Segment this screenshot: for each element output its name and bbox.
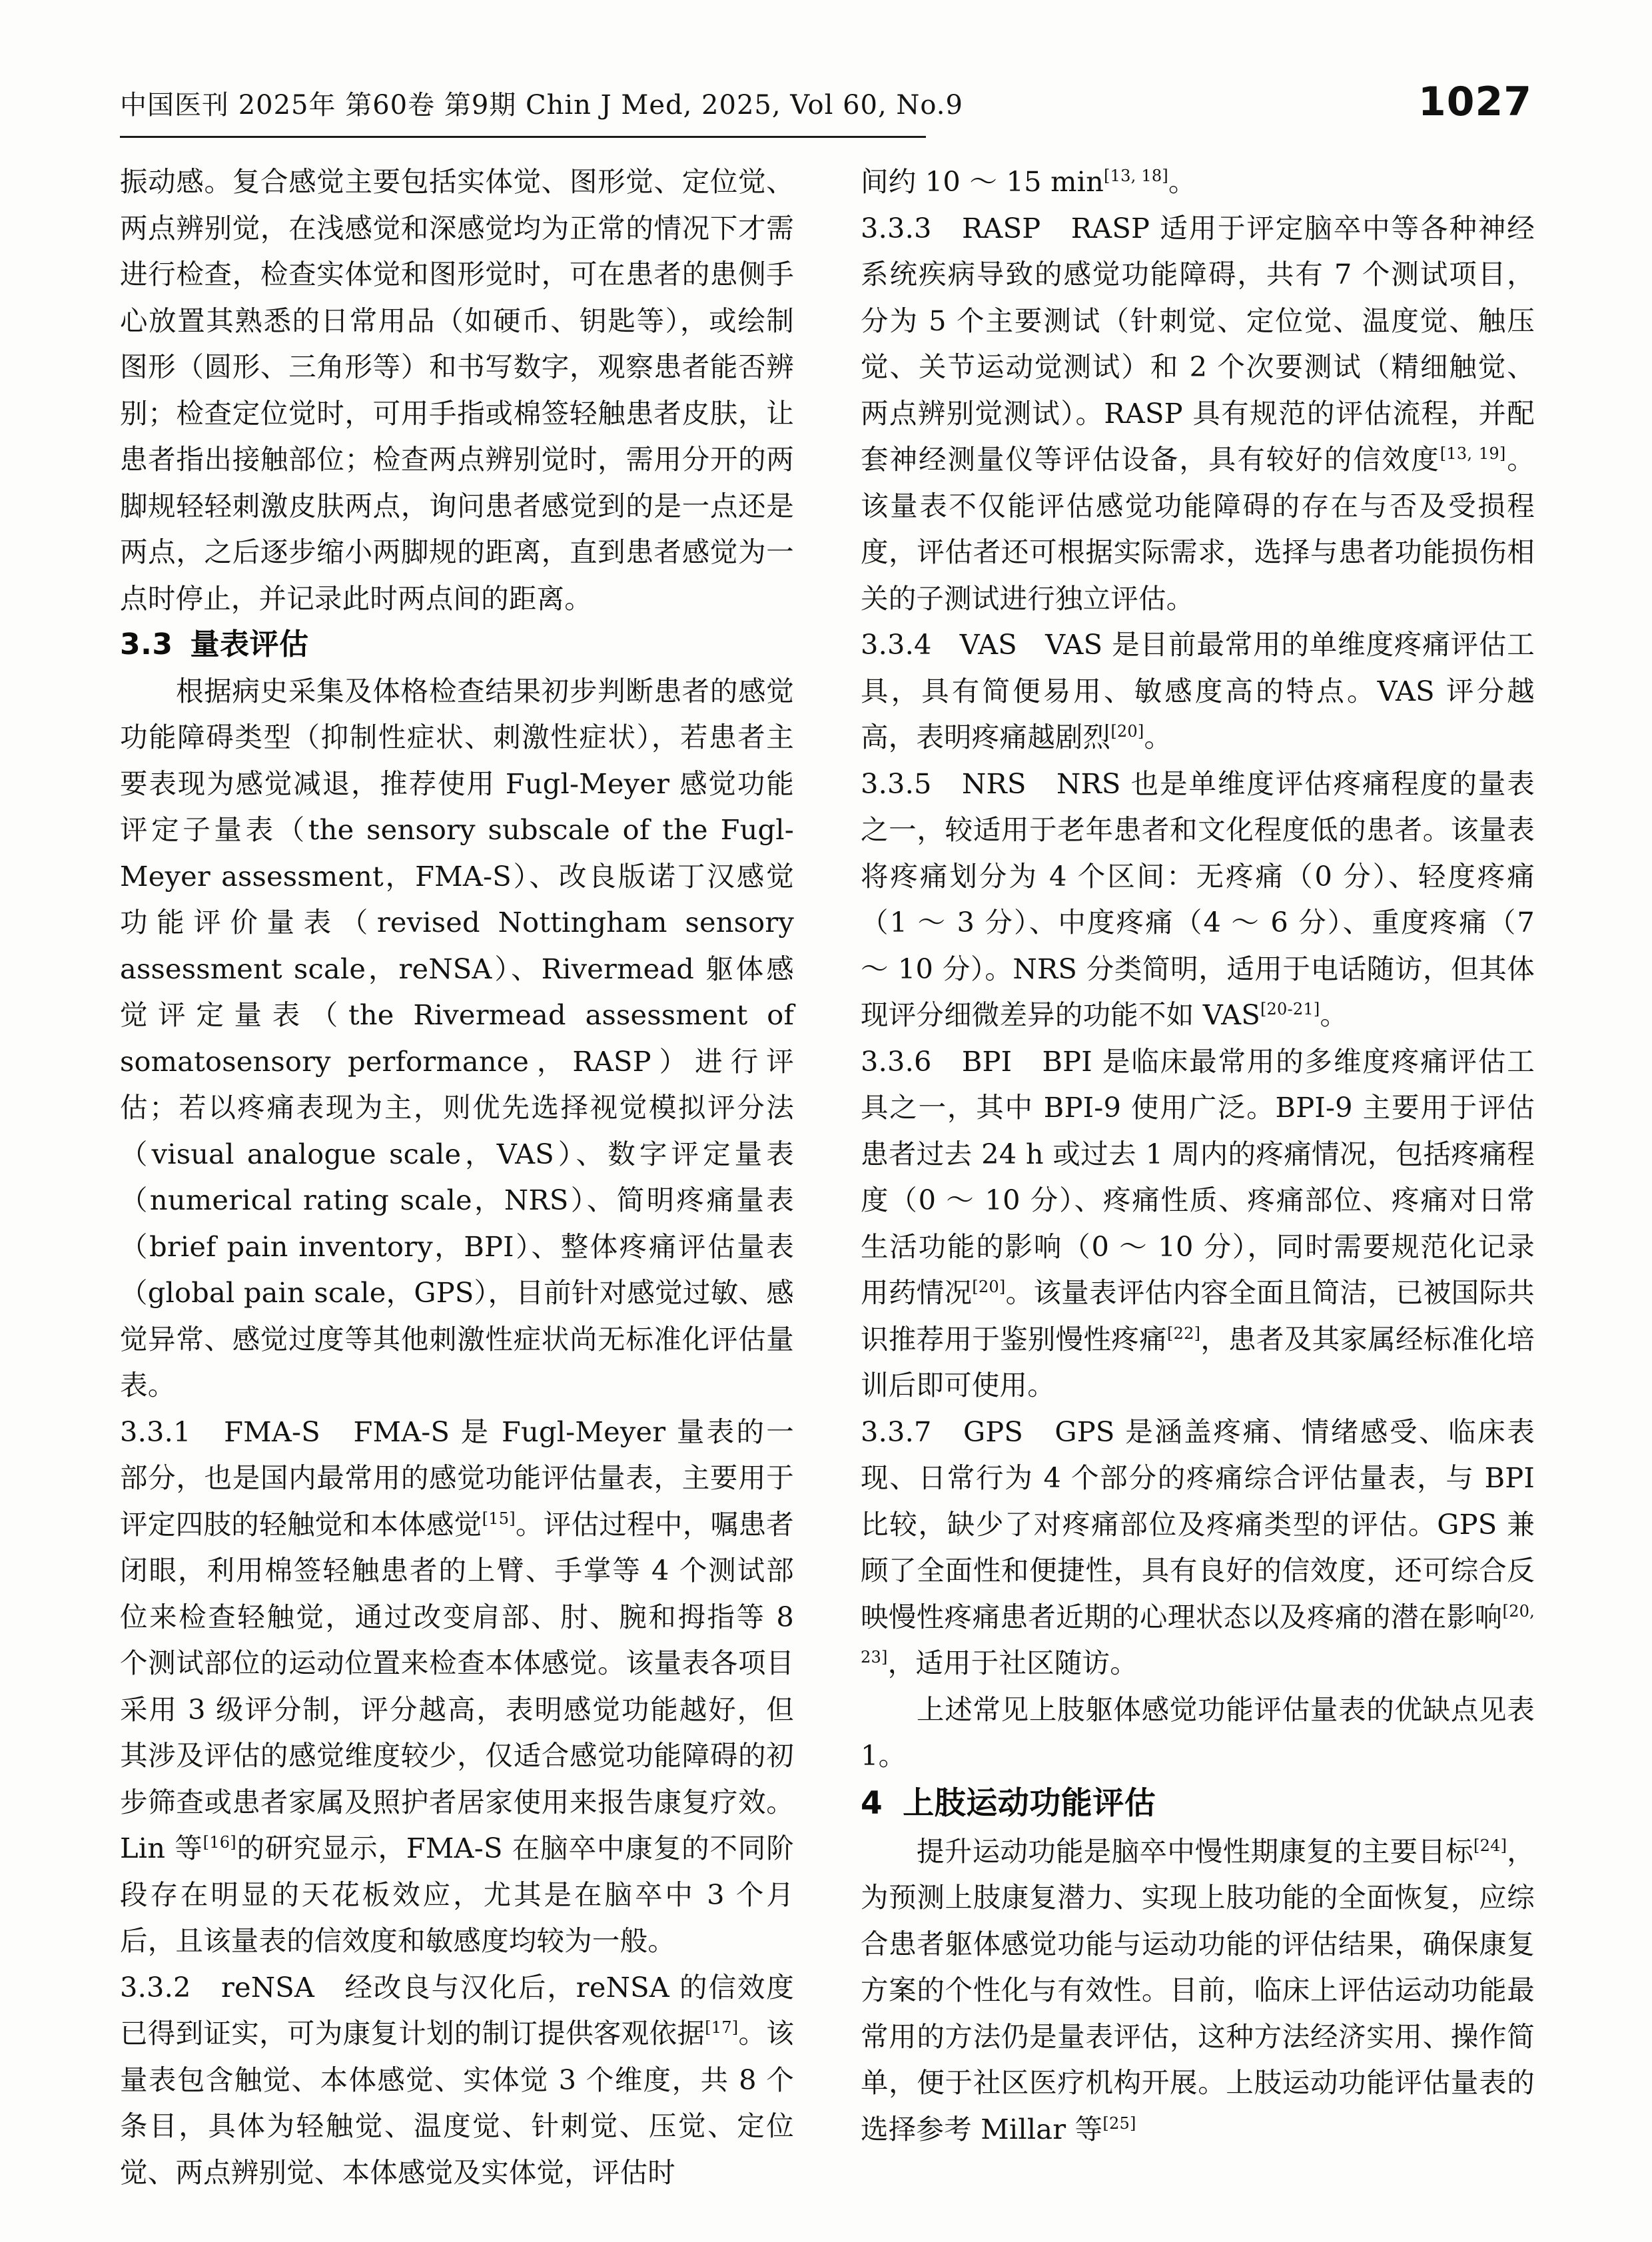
paragraph-table-1-reference: 上述常见上肢躯体感觉功能评估量表的优缺点见表 1。 [861, 1692, 1535, 1772]
section-4-text-a: 提升运动功能是脑卒中慢性期康复的主要目标 [917, 1834, 1473, 1868]
paragraph-continued-from-previous-page: 振动感。复合感觉主要包括实体觉、图形觉、定位觉、两点辨别觉，在浅感觉和深感觉均为正常的情况下才需进行检查，检查实体觉和图形觉时，可在患者的患侧手心放置其熟悉的日常用品（如硬币、钥匙等），或绘制图形（圆形、三角形等）和书写数字，观察患者能否辨别；检查定位觉时，可用手指或棉签轻触患者皮肤，让患者指出接触部位；检查两点辨别觉时，需用分开的两脚规轻轻刺激皮肤两点，询问患者感觉到的是一点还是两点，之后逐步缩小两脚规的距离，直到患者感觉为一点时停止，并记录此时两点间的距离。 [120, 165, 794, 615]
section-3-3-5-text-b: 。 [1320, 998, 1348, 1031]
section-3-3-7-paragraph [861, 1409, 1535, 1686]
section-3-3-3-text-a: RASP 适用于评定脑卒中等各种神经系统疾病导致的感觉功能障碍，共有 7 个测试项目，分为 5 个主要测试（针刺觉、定位觉、温度觉、触压觉、关节运动觉测试）和 2 个次要测试（精细触觉、两点辨别觉测试）。RASP 具有规范的评估流程，并配套神经测量仪等评估设备，具有较好的信效度 [861, 211, 1535, 476]
section-3-3-4-paragraph [861, 621, 1535, 761]
left-column [120, 159, 794, 2189]
section-3-3-1-paragraph [120, 1409, 794, 1964]
section-3-3-6-text-b: 。该量表评估内容全面且简洁，已被国际共识推荐用于鉴别慢性疼痛 [861, 1276, 1535, 1355]
section-3-3-2-number: 3.3.2 [120, 1970, 191, 2004]
citation-ref-20-21: [20-21] [1260, 1000, 1320, 1019]
section-3-3-3-text-b: 。该量表不仅能评估感觉功能障碍的存在与否及受损程度，评估者还可根据实际需求，选择与患者功能损伤相关的子测试进行独立评估。 [861, 443, 1535, 615]
section-3-3-1-label: FMA-S [224, 1415, 320, 1448]
section-3-3-6-text-a: BPI 是临床最常用的多维度疼痛评估工具之一，其中 BPI-9 使用广泛。BPI-9 主要用于评估患者过去 24 h 或过去 1 周内的疼痛情况，包括疼痛程度（0 ～ 10 分）、疼痛性质、疼痛部位、疼痛对日常生活功能的影响（0 ～ 10 分），同时需要规范化记录用药情况 [861, 1044, 1535, 1309]
page-number: 1027 [1418, 79, 1532, 125]
section-3-3-3-paragraph [861, 205, 1535, 622]
section-3-3-3-number: 3.3.3 [861, 211, 932, 244]
citation-ref-13-18: [13, 18] [1104, 167, 1168, 186]
section-3-3-6-text-c: ，患者及其家属经标准化培训后即可使用。 [861, 1322, 1535, 1401]
journal-citation-line: 中国医刊 2025年 第60卷 第9期 Chin J Med, 2025, Vol 60, No.9 [120, 90, 963, 121]
right-column [861, 159, 1535, 2170]
heading-3-3-number: 3.3 [120, 627, 173, 661]
heading-4 [861, 1779, 1535, 1828]
heading-3-3 [120, 621, 794, 668]
section-3-3-1-text-c: 的研究显示，FMA-S 在脑卒中康复的不同阶段存在明显的天花板效应，尤其是在脑卒中 3 个月后，且该量表的信效度和敏感度均较为一般。 [120, 1832, 794, 1957]
section-3-3-7-text-b: ，适用于社区随访。 [887, 1647, 1138, 1679]
section-3-3-7-label: GPS [963, 1415, 1024, 1448]
citation-ref-20-23: [20, 23] [861, 1601, 1535, 1667]
section-3-3-2-label: reNSA [220, 1970, 315, 2004]
running-head [120, 79, 1532, 143]
citation-ref-25: [25] [1102, 2113, 1136, 2133]
citation-ref-22: [22] [1167, 1323, 1201, 1343]
section-3-3-2-paragraph [120, 1964, 794, 2196]
section-3-3-5-paragraph [861, 761, 1535, 1038]
citation-ref-16: [16] [203, 1833, 236, 1852]
heading-4-title: 上肢运动功能评估 [903, 1784, 1156, 1822]
section-3-3-4-text-a: VAS 是目前最常用的单维度疼痛评估工具，具有简便易用、敏感度高的特点。VAS 评分越高，表明疼痛越剧烈 [861, 628, 1535, 753]
heading-3-3-title: 量表评估 [190, 627, 309, 661]
citation-ref-13-19: [13, 19] [1440, 444, 1506, 464]
section-3-3-4-number: 3.3.4 [861, 628, 932, 661]
continued-text-a: 间约 10 ～ 15 min [861, 165, 1104, 198]
paragraph-3-3-intro: 根据病史采集及体格检查结果初步判断患者的感觉功能障碍类型（抑制性症状、刺激性症状），若患者主要表现为感觉减退，推荐使用 Fugl-Meyer 感觉功能评定子量表（the sensory subscale of the Fugl-Meyer assessment，FMA-S）、改良版诺丁汉感觉功能评价量表（revised Nottingham sensory assessment scale，reNSA）、Rivermead 躯体感觉评定量表（the Rivermead assessment of somatosensory performance，RASP）进行评估；若以疼痛表现为主，则优先选择视觉模拟评分法（visual analogue scale，VAS）、数字评定量表（numerical rating scale，NRS）、简明疼痛量表（brief pain inventory，BPI）、整体疼痛评估量表（global pain scale，GPS），目前针对感觉过敏、感觉异常、感觉过度等其他刺激性症状尚无标准化评估量表。 [120, 674, 794, 1401]
paragraph-continued-from-left-column [861, 159, 1535, 205]
section-3-3-1-text-b: 。评估过程中，嘱患者闭眼，利用棉签轻触患者的上臂、手掌等 4 个测试部位来检查轻触觉，通过改变肩部、肘、腕和拇指等 8 个测试部位的运动位置来检查本体感觉。该量表各项目采用 3 级评分制，评分越高，表明感觉功能越好，但其涉及评估的感觉维度较少，仅适合感觉功能障碍的初步筛查或患者家属及照护者居家使用来报告康复疗效。Lin 等 [120, 1507, 794, 1864]
citation-ref-24: [24] [1473, 1836, 1507, 1855]
section-3-3-5-label: NRS [961, 767, 1027, 800]
section-3-3-1-text-a: FMA-S 是 Fugl-Meyer 量表的一部分，也是国内最常用的感觉功能评估量表，主要用于评定四肢的轻触觉和本体感觉 [120, 1415, 794, 1541]
heading-4-number: 4 [861, 1784, 883, 1822]
section-3-3-5-text-a: NRS 也是单维度评估疼痛程度的量表之一，较适用于老年患者和文化程度低的患者。该量表将疼痛划分为 4 个区间：无疼痛（0 分）、轻度疼痛（1 ～ 3 分）、中度疼痛（4 ～ 6 分）、重度疼痛（7 ～ 10 分）。NRS 分类简明，适用于电话随访，但其体现评分细微差异的功能不如 VAS [861, 767, 1535, 1031]
section-3-3-2-text-b: 。该量表包含触觉、本体感觉、实体觉 3 个维度，共 8 个条目，具体为轻触觉、温度觉、针刺觉、压觉、定位觉、两点辨别觉、本体感觉及实体觉，评估时 [120, 2017, 794, 2189]
citation-ref-20-bpi: [20] [972, 1278, 1006, 1297]
section-3-3-6-paragraph [861, 1038, 1535, 1409]
citation-ref-17: [17] [705, 2018, 739, 2038]
section-3-3-5-number: 3.3.5 [861, 767, 932, 800]
section-3-3-1-number: 3.3.1 [120, 1415, 191, 1448]
section-3-3-3-label: RASP [961, 211, 1041, 244]
section-3-3-4-text-b: 。 [1144, 721, 1172, 753]
section-4-paragraph [861, 1828, 1535, 2153]
citation-ref-20-vas: [20] [1110, 722, 1144, 741]
header-rule [120, 136, 926, 138]
continued-text-b: 。 [1168, 165, 1196, 198]
section-3-3-4-label: VAS [959, 628, 1017, 661]
body-columns [120, 159, 1535, 2189]
section-3-3-6-number: 3.3.6 [861, 1044, 932, 1078]
citation-ref-15: [15] [482, 1509, 516, 1528]
section-3-3-7-text-a: GPS 是涵盖疼痛、情绪感受、临床表现、日常行为 4 个部分的疼痛综合评估量表，与 BPI 比较，缺少了对疼痛部位及疼痛类型的评估。GPS 兼顾了全面性和便捷性，具有良好的信效度，还可综合反映慢性疼痛患者近期的心理状态以及疼痛的潜在影响 [861, 1415, 1535, 1633]
section-3-3-6-label: BPI [961, 1044, 1013, 1078]
section-4-text-b: ，为预测上肢康复潜力、实现上肢功能的全面恢复，应综合患者躯体感觉功能与运动功能的评估结果，确保康复方案的个性化与有效性。目前，临床上评估运动功能最常用的方法仍是量表评估，这种方法经济实用、操作简单，便于社区医疗机构开展。上肢运动功能评估量表的选择参考 Millar 等 [861, 1834, 1535, 2145]
section-3-3-2-text-a: 经改良与汉化后，reNSA 的信效度已得到证实，可为康复计划的制订提供客观依据 [120, 1970, 794, 2050]
section-3-3-7-number: 3.3.7 [861, 1415, 932, 1448]
